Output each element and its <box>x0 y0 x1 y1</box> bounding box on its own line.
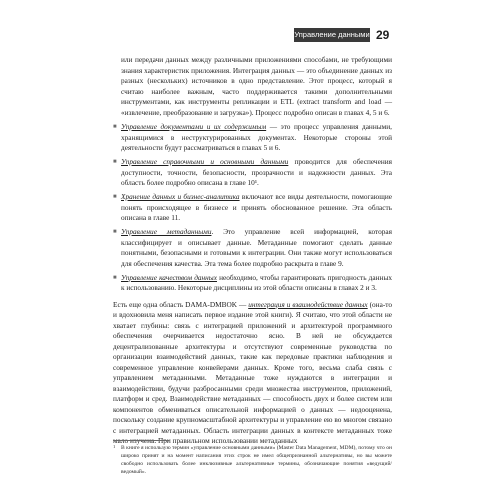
bullet-text: — это процесс управления данными, хранящимися в неструктурированных документах. Некоторые стороны этой деятельности будут рассматриваться в главах 5 и 6. <box>121 122 392 152</box>
footnote <box>113 444 392 476</box>
bullet-text: проводится для обеспечения доступности, точности, безопасности, прозрачности и надежности данных. Эта область более подробно описана в главе 10¹. <box>121 157 392 187</box>
bullet-icon: ■ <box>113 229 117 235</box>
bullet-text: . Это управление всей информацией, которая классифицирует и описывает данные. Метаданные помогают сделать данные понятными, безопасными и готовыми к интеграции. Они также могут использоваться для обеспечения качества. Эта тема более подробно раскрыта в главе 9. <box>121 227 392 268</box>
paragraph-emphasis: интеграция и взаимодействие данных <box>248 299 368 309</box>
bullet-icon: ■ <box>113 194 117 200</box>
main-paragraph <box>113 300 392 447</box>
bullet-term: Управление справочными и основными данными <box>121 157 289 166</box>
paragraph-text: (она-то и вдохновила меня написать первое издание этой книги). Я считаю, что этой области не хватает глубины: связь с интеграцией приложений и архитектурой программного обеспечения очерчивается недостаточно ясно. В ней не обсуждается децентрализованные архитектуры и отсутствуют современные руководства по организации взаимодействий данных, такие как передовые практики наблюдения и современное управление конвейерами данных. Кроме того, весьма слаба связь с управлением метаданными. Метаданные тоже нуждаются в интеграции и взаимодействии, будучи разбросанными среди множества инструментов, приложений, платформ и сред. Взаимодействие метаданных — способность двух и более систем или компонентов обмениваться описательной информацией о данных — недооценена, поскольку создание крупномасштабной архитектуры и управление ею во многом связано с интеграцией метаданных. Область интеграции данных в контексте метаданных тоже мало изучена. При правильном использовании метаданных <box>113 299 392 445</box>
bullet-term: Управление метаданными <box>121 227 212 236</box>
footnote-divider <box>113 440 169 441</box>
bullet-item-reference-master-data <box>113 157 392 189</box>
bullet-icon: ■ <box>113 159 117 165</box>
page-number: 29 <box>376 28 390 42</box>
bullet-icon: ■ <box>113 124 117 130</box>
bullet-item-metadata <box>113 227 392 269</box>
bullet-icon: ■ <box>113 274 117 281</box>
bullet-text: включают все виды деятельности, помогающие понять происходящее в бизнесе и принять обоснованное решение. Эта область описана в главе 11. <box>121 192 392 222</box>
bullet-text: необходимо, чтобы гарантировать пригодность данных к использованию. Некоторые дисциплины из этой области описаны в главах 2 и 3. <box>121 272 392 292</box>
bullet-item-documents <box>113 122 392 154</box>
footnote-number: 1 <box>113 444 116 449</box>
bullet-term: Управление качеством данных <box>121 272 217 282</box>
body-text <box>113 55 392 447</box>
bullet-list <box>113 122 392 294</box>
running-header: Управление данными <box>294 28 370 42</box>
continuation-paragraph: или передачи данных между различными приложениями способами, не требующими знания характеристик приложения. Интеграция данных — это объединение данных из разных (нескольких) источников в одно представление. Этот процесс, который я считаю наиболее важным, часто поддерживается такими дополнительными инструментами, как инструменты репликации и ETL (extract transform and load — «извлечение, преобразование и загрузка»). Процесс подробно описан в главах 4, 5 и 6. <box>121 55 392 117</box>
bullet-term: Управление документами и их содержимым <box>121 122 267 131</box>
bullet-item-warehousing-bi <box>113 192 392 224</box>
footnote-text: В книге я использую термин «управление основными данными» (Master Data Management, MDM), потому что он широко принят и на момент написания этих строк не имел общепризнанной альтернативы, но вы можете свободно использовать более инклюзивные альтернативные термины, обозначающие понятия «ведущий/ведомый». <box>121 445 392 475</box>
bullet-item-data-quality <box>113 273 392 294</box>
paragraph-text: Есть еще одна область DAMA-DMBOK — <box>113 299 249 309</box>
bullet-term: Хранение данных и бизнес-аналитика <box>121 192 240 201</box>
